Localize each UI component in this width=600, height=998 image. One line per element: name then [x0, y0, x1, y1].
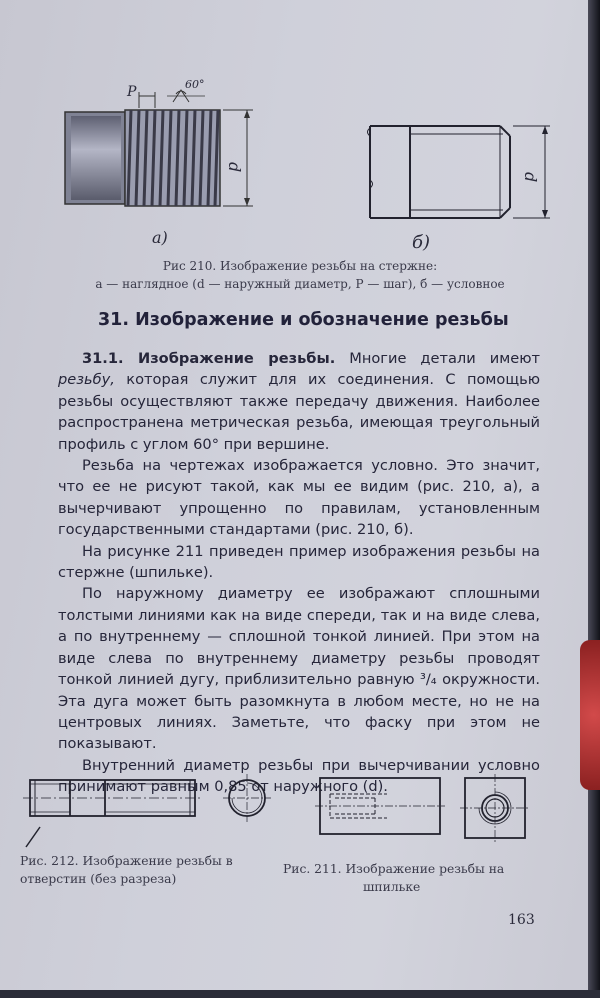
page-number: 163	[508, 912, 535, 928]
figures-211-212	[15, 770, 535, 850]
figure-210a-label: а)	[152, 228, 168, 247]
subsection-heading: 31.1. Изображение резьбы.	[82, 350, 336, 367]
label-p: P	[127, 84, 137, 100]
emphasis-term: резьбу,	[58, 371, 115, 389]
figure-212-caption: Рис. 212. Изображение резьбы в отверстин (без разреза)	[20, 854, 233, 886]
paragraph-1	[58, 348, 540, 455]
figure-210-caption	[70, 257, 530, 293]
figure-210b-label: б)	[412, 232, 431, 253]
figure-211-stud-front	[23, 780, 201, 816]
paragraph-1-text-a: Многие детали имеют	[335, 350, 540, 367]
figure-210	[55, 70, 565, 270]
figure-211-caption-line-2: шпильке	[363, 880, 421, 894]
caption-line-1: Рис 210. Изображение резьбы на стержне:	[162, 259, 438, 273]
red-object	[580, 640, 600, 790]
paragraph-2: Резьба на чертежах изображается условно. Это значит, что ее не рисуют такой, как мы ее видим (рис. 210, а), а вычерчивают упрощенно по правилам, установленным государственными стандартами (рис. 210, б).	[58, 457, 540, 539]
paragraph-5: Внутренний диаметр резьбы при вычерчивании условно принимают равным 0,85 от наружного (d).	[58, 756, 540, 796]
caption-line-2: а — наглядное (d — наружный диаметр, P — шаг), б — условное	[95, 277, 505, 291]
label-angle: 60°	[185, 78, 205, 91]
paragraph-1-text-b: которая служит для их соединения. С помощью резьбы осуществляют также передачу движения. Наиболее распространена метрическая резьба, имеющая треугольный профиль с углом 60° при вершине.	[58, 371, 540, 453]
bottom-shadow	[0, 990, 600, 998]
figure-211-stud-side	[223, 774, 271, 822]
pen-mark	[22, 825, 42, 849]
book-edge-shadow	[588, 0, 600, 998]
figure-211-caption	[283, 860, 533, 896]
label-d-a: d	[225, 162, 244, 173]
label-d-b: d	[521, 172, 540, 183]
figure-211-caption-line-1: Рис. 211. Изображение резьбы на	[283, 862, 505, 876]
figure-212-hole-top	[460, 774, 530, 842]
figure-210a-threaded-rod	[65, 90, 253, 206]
paragraph-4: По наружному диаметру ее изображают сплошными толстыми линиями как на виде спереди, так и на виде слева, а по внутреннему — сплошной тонкой линией. При этом на виде слева по внутреннему диаметру резьбы проводят тонкой линией дугу, приблизительно равную ³/₄ окружности. Эта дуга может быть разомкнута в любом месте, но не на центровых линиях. Заметьте, что фаску при этом не показывают.	[58, 585, 540, 753]
paragraph-3: На рисунке 211 приведен пример изображения резьбы на стержне (шпильке).	[58, 542, 540, 582]
figure-212-hole-front	[315, 778, 445, 834]
section-title: 31. Изображение и обозначение резьбы	[98, 310, 509, 330]
body-text	[58, 348, 540, 798]
